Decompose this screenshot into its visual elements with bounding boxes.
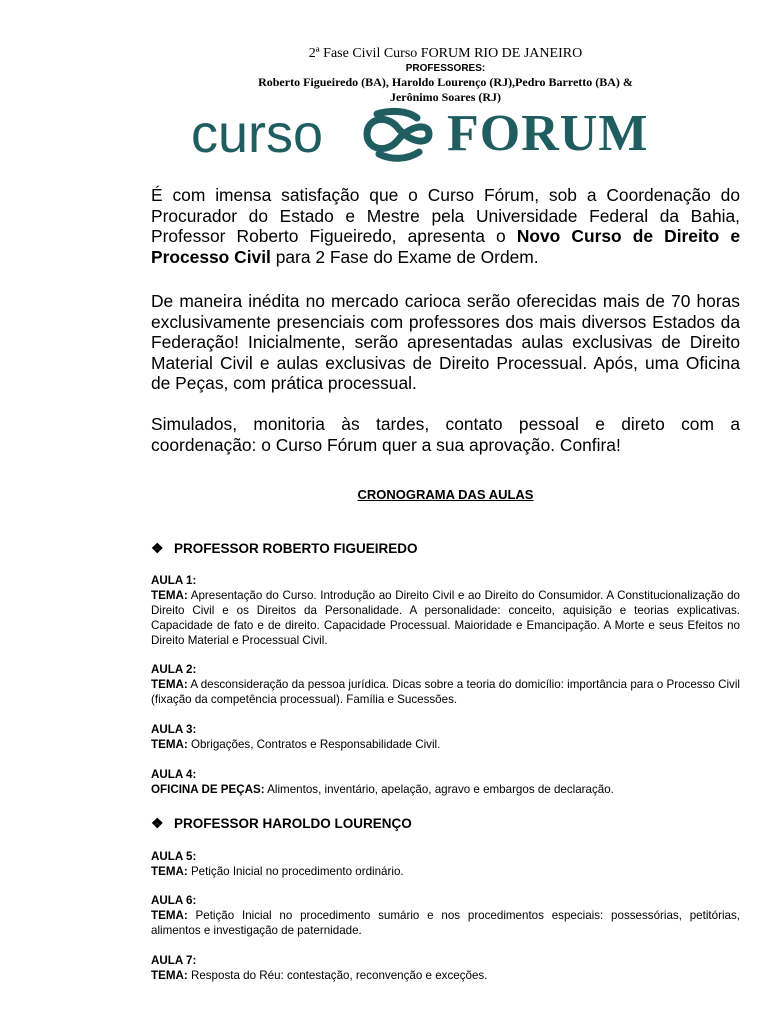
intro-paragraph-1: [151, 185, 740, 267]
professor-name: PROFESSOR HAROLDO LOURENÇO: [174, 816, 412, 831]
aula-key: TEMA:: [151, 738, 188, 751]
aula-label: AULA 7:: [151, 954, 197, 967]
aula-text: Apresentação do Curso. Introdução ao Direito Civil e ao Direito do Consumidor. A Constitucionalização do Direito Civil e os Direitos da Personalidade. A personalidade: conceito, aquisição e teorias explicativas. Capacidade de fato e de direito. Capacidade Processual. Maioridade e Emancipação. A Morte e seus Efeitos no Direito Material e Processual Civil.: [151, 589, 740, 647]
aula-label: AULA 4:: [151, 768, 197, 781]
professor-name: PROFESSOR ROBERTO FIGUEIREDO: [174, 541, 418, 556]
aula-key: TEMA:: [151, 589, 188, 602]
intro-p1-text-a: É com imensa satisfação que o Curso Fórum, sob a Coordenação do Procurador do Estado e Mestre pela Universidade Federal da Bahia, Professor Roberto Figueiredo, apresenta o: [151, 185, 740, 246]
professor-heading-2: [151, 815, 412, 832]
intro-paragraph-2: De maneira inédita no mercado carioca serão oferecidas mais de 70 horas exclusivamente presenciais com professores dos mais diversos Estados da Federação! Inicialmente, serão apresentadas aulas exclusivas de Direito Material Civil e aulas exclusivas de Direito Processual. Após, uma Oficina de Peças, com prática processual.: [151, 291, 740, 393]
aula-key: TEMA:: [151, 865, 188, 878]
knot-logo-icon: [359, 106, 437, 162]
aula-label: AULA 2:: [151, 663, 197, 676]
aula-text: Alimentos, inventário, apelação, agravo e embargos de declaração.: [264, 783, 614, 796]
header-professors-line-2: Jerônimo Soares (RJ): [389, 90, 502, 104]
aula-label: AULA 6:: [151, 894, 197, 907]
aula-item: [151, 893, 740, 938]
header-professors-list: [151, 75, 740, 105]
curso-forum-logo: [191, 104, 701, 164]
aula-key: OFICINA DE PEÇAS:: [151, 783, 265, 796]
aula-item: [151, 662, 740, 707]
aula-label: AULA 3:: [151, 723, 197, 736]
diamond-bullet-icon: ❖: [151, 540, 164, 556]
cronograma-title: CRONOGRAMA DAS AULAS: [357, 487, 534, 502]
aula-item: [151, 953, 740, 983]
aula-text: Obrigações, Contratos e Responsabilidade Civil.: [187, 738, 441, 751]
aula-text: Resposta do Réu: contestação, reconvenção e exceções.: [187, 969, 488, 982]
aula-item: [151, 849, 740, 879]
logo-word-forum: FORUM: [447, 105, 649, 162]
logo-word-curso: curso: [191, 104, 324, 164]
aula-item: [151, 573, 740, 648]
header-course-title: 2ª Fase Civil Curso FORUM RIO DE JANEIRO: [308, 46, 583, 61]
aula-key: TEMA:: [151, 678, 188, 691]
intro-p1-text-b: para 2 Fase do Exame de Ordem.: [270, 246, 539, 267]
aula-label: AULA 5:: [151, 850, 197, 863]
intro-p1-bold: Novo Curso de Direito e Processo Civil: [151, 226, 740, 267]
aula-text: Petição Inicial no procedimento sumário e nos procedimentos especiais: possessórias, petitórias, alimentos e investigação de paternidade.: [151, 909, 740, 937]
aula-key: TEMA:: [151, 909, 188, 922]
header-professors-label: PROFESSORES:: [405, 63, 486, 74]
diamond-bullet-icon: ❖: [151, 815, 164, 831]
aula-item: [151, 722, 740, 752]
professor-heading-1: [151, 540, 418, 557]
aula-text: A desconsideração da pessoa jurídica. Dicas sobre a teoria do domicílio: importância para o Processo Civil (fixação da competência processual). Família e Sucessões.: [151, 678, 740, 706]
header-professors-line-1: Roberto Figueiredo (BA), Haroldo Lourenço (RJ),Pedro Barretto (BA) &: [258, 75, 633, 89]
aula-text: Petição Inicial no procedimento ordinário.: [187, 865, 404, 878]
aula-item: [151, 767, 740, 797]
intro-paragraph-3: Simulados, monitoria às tardes, contato pessoal e direto com a coordenação: o Curso Fórum quer a sua aprovação. Confira!: [151, 414, 740, 455]
aula-key: TEMA:: [151, 969, 188, 982]
aula-label: AULA 1:: [151, 574, 197, 587]
